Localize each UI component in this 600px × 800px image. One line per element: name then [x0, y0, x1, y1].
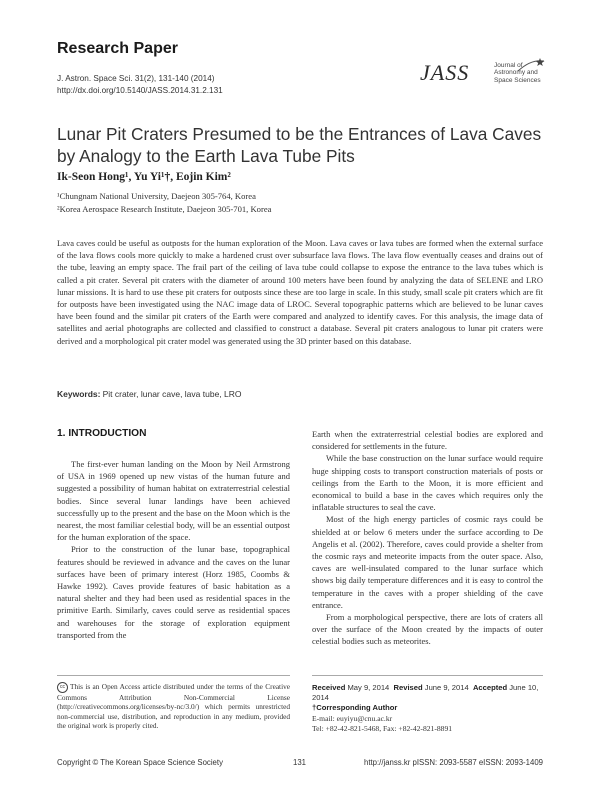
column-left: [57, 458, 290, 641]
paragraph: The first-ever human landing on the Moon by Neil Armstrong of USA in 1969 opened up new vistas of the human future and suggested a possibility of human habitat on extraterrestrial celestial bodies. Since several lunar landings have been achieved successfully up to the present and the base on the Moon which is the nearest, the most familiar celestial body, will be an essential outpost for the human exploration of the space.: [57, 459, 290, 543]
journal-logo: [420, 60, 550, 100]
divider: [312, 675, 543, 676]
divider: [57, 675, 290, 676]
keywords: [57, 389, 242, 399]
paper-title: Lunar Pit Craters Presumed to be the Entrances of Lava Caves by Analogy to the Earth Lava Tube Pits: [57, 124, 542, 166]
article-dates: Received May 9, 2014 Revised June 9, 2014 Accepted June 10, 2014 †Corresponding Author E-mail: euyiyu@cnu.ac.kr Tel: +82-42-821-5468, Fax: +82-42-821-8891: [312, 683, 547, 734]
copyright: Copyright © The Korean Space Science Society: [57, 758, 223, 767]
paragraph: From a morphological perspective, there are lots of craters all over the surface of the Moon created by the impacts of outer celestial bodies such as meteorites.: [312, 612, 543, 647]
paragraph: While the base construction on the lunar surface would require huge shipping costs to transport construction materials of posts or ceilings from the Earth to the Moon, it is more efficient and economical to build a base in the caves which requires only the inflatable structures to seal the cave.: [312, 453, 543, 513]
accepted-date: June 10, 2014: [312, 683, 539, 703]
revised-date: June 9, 2014: [424, 683, 469, 692]
affiliation-1: ¹Chungnam National University, Daejeon 305-764, Korea: [57, 191, 256, 201]
corresponding-phone: Tel: +82-42-821-5468, Fax: +82-42-821-8891: [312, 723, 453, 733]
authors: Ik-Seon Hong¹, Yu Yi¹†, Eojin Kim²: [57, 171, 231, 183]
journal-logo-mark: JASS: [420, 60, 470, 85]
corresponding-email[interactable]: E-mail: euyiyu@cnu.ac.kr: [312, 713, 393, 723]
page-number: 131: [293, 758, 307, 767]
license-text: This is an Open Access article distributed under the terms of the Creative Commons Attribution Non-Commercial License (http://creativecommons.org/licenses/by-nc/3.0/) which permits unrestricted non-commercial use, distribution, and reproduction in any medium, provided the original work is properly cited.: [57, 682, 290, 730]
affiliation-2: ²Korea Aerospace Research Institute, Daejeon 305-701, Korea: [57, 204, 272, 214]
received-date: May 9, 2014: [347, 683, 390, 692]
corresponding-author-label: †Corresponding Author: [312, 703, 398, 713]
column-right: [312, 428, 543, 648]
abstract: Lava caves could be useful as outposts for the human exploration of the Moon. Lava caves or lava tubes are formed when the external surface of the lava flows cools more quickly to make a hardened crust over subsurface lava flows. The lava flow eventually ceases and drains out of the tube, leaving an empty space. The frail part of the ceiling of lava tube could collapse to expose the entrance to the lava tubes which is called a pit crater. Several pit craters with the diameter of around 100 meters have been found by analyzing the data of SELENE and LRO lunar missions. It is hard to use these pit craters for outposts since these are too large in scale. In this study, small scale pit craters which are fit for outposts have been investigated using the NAC image data of LROC. Several topographic patterns which are believed to be lunar caves have been found and the similar pit craters of the Earth were compared and analyzed to identify caves. For this analysis, the image data of satellites and aerial photographs are collected and classified to construct a database. Several pit craters analogous to lunar pit craters were derived and a morphological pit crater model was generated using the 3D printer based on this database.: [57, 238, 543, 346]
keywords-text: Pit crater, lunar cave, lava tube, LRO: [102, 389, 242, 399]
doi-link[interactable]: http://dx.doi.org/10.5140/JASS.2014.31.2.131: [57, 86, 223, 95]
creative-commons-icon: cc: [57, 682, 68, 693]
paragraph: Most of the high energy particles of cosmic rays could be shielded at or below 6 meters under the surface according to De Angelis et al. (2002). Therefore, caves could provide a shelter from the cosmic rays and meteorite impacts from the outer space. Also, caves are well-insulated compared to the lunar surface which shows big daily temperature differences and it is easy to control the temperature in the caves with a proper shielding of the cave entrance.: [312, 514, 543, 610]
paragraph: Prior to the construction of the lunar base, topographical features should be reviewed in advance and the caves on the lunar surfaces have been of primary interest (Horz 1985, Coombs & Hawke 1992). Caves provide features of basic habitation as a natural shelter and they had been used as residential spaces in the primitive Earth. Similarly, caves could serve as residential spaces and warehouses for the storage of exploration equipment transported from the: [57, 544, 290, 640]
paper-type-label: Research Paper: [57, 40, 178, 57]
citation: J. Astron. Space Sci. 31(2), 131-140 (2014): [57, 74, 215, 83]
issn-info: http://janss.kr pISSN: 2093-5587 eISSN: 2093-1409: [363, 758, 543, 767]
paragraph: Earth when the extraterrestrial celestial bodies are explored and considered for settlements in the future.: [312, 429, 543, 452]
keywords-label: Keywords:: [57, 389, 101, 399]
journal-logo-text: Journal of Astronomy and Space Sciences: [494, 62, 541, 84]
section-heading: 1. INTRODUCTION: [57, 428, 147, 439]
license-note: [57, 682, 290, 730]
